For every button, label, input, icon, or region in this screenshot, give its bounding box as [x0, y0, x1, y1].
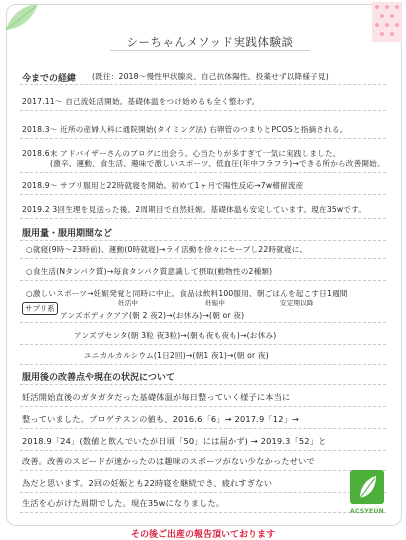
history-line-6: 2019.2 3回生理を見送った後、2周期目で自然妊娠。基礎体温も安定しています。現在35wです。 [22, 205, 367, 214]
pattern-decoration-icon [372, 2, 402, 42]
logo-box [350, 470, 384, 504]
history-section-heading: 今までの経緯 [22, 74, 77, 84]
history-line-2: 2018.3～ 近所の産婦人科に通院開始(タイミング法) 右卵管のつまりとPCOSと指摘される。 [22, 125, 348, 134]
leaf-icon [350, 470, 384, 504]
usage-section-heading: 服用量・服用期間など [22, 229, 113, 239]
usage-sub-col3: 安定期以降 [280, 299, 314, 307]
ruled-line [20, 218, 386, 219]
ruled-line [20, 280, 386, 281]
usage-line-0: ○就寝(9時～23時前)、運動(0時就寝)→ライ活動を徐々にセーブし22時就寝に。 [26, 245, 308, 254]
usage-line-5: ユニカルカルシウム(1日2回)→(朝1 夜1)→(朝 or 夜) [84, 351, 269, 360]
supplement-tag: サプリ系 [22, 302, 58, 315]
ruled-line [20, 138, 386, 139]
ruled-line [20, 450, 386, 451]
logo-brand-text: ACSYEUN [350, 508, 384, 515]
history-line-5: 2018.9～ サプリ服用と22時就寝を開始。初めて1ヶ月で陽性反応→7w稽留流産 [22, 181, 304, 190]
ruled-line [20, 84, 386, 85]
ruled-line [20, 240, 386, 241]
history-line-3: 2018.6末 アドバイザーさんのブログに出会う。心当たりが多すぎて一気に実践しました。 [22, 149, 341, 158]
history-line-1: 2017.11～ 自己流妊活開始。基礎体温をつけ始めるも全く整わず。 [22, 97, 260, 106]
improvement-line-5: 生活を心がけた周期でした。現在35wになりました。 [22, 498, 225, 508]
ruled-line [20, 194, 386, 195]
improvement-line-1: 整っていました。プロゲテスンの値も、2016.6「6」→ 2017.9「12」→ [22, 414, 300, 424]
improvement-section-heading: 服用後の改善点や現在の状況について [22, 373, 175, 383]
ruled-line [20, 172, 386, 173]
ruled-line [20, 512, 386, 513]
usage-line-1: ○食生活(Nタンパク質)→毎食タンパク質意識して摂取(動物性の2種類) [26, 267, 273, 276]
ruled-line [20, 322, 386, 323]
improvement-line-0: 妊活開始直後のガタガタだった基礎体温が毎日整っていく様子に本当に [22, 392, 291, 402]
history-line-4: (激辛、運動、食生活、趣味で激しいスポーツ、低血圧(年中フラフラ)→できる所から改善開始。 [50, 159, 385, 168]
page-title: シーちゃんメソッド実践体験談 [126, 35, 294, 49]
improvement-line-3: 改善。改善のスピードが速かったのは趣味のスポーツがない少なかったせいで [22, 456, 315, 466]
usage-line-3: アンズボディクアア(朝 2 夜2)→(お休み)→(朝 or 夜) [60, 311, 245, 320]
title-underline [110, 50, 310, 51]
brand-logo [342, 470, 392, 524]
ruled-line [20, 364, 386, 365]
usage-sub-col1: 妊活中 [118, 299, 139, 307]
improvement-line-4: 為だと思います。2回の妊娠とも22時寝を継続でき、疲れすぎない [22, 478, 273, 488]
usage-sub-col2: 妊娠中 [205, 299, 226, 307]
ruled-line [20, 492, 386, 493]
ruled-line [20, 344, 386, 345]
ruled-line [20, 258, 386, 259]
ruled-line [20, 428, 386, 429]
ruled-line [20, 384, 386, 385]
ruled-line [20, 406, 386, 407]
ruled-line [20, 110, 386, 111]
usage-line-4: アンズプセンタ(朝 3粒 夜3粒)→(朝も夜も夜も)→(お休み) [74, 331, 277, 340]
usage-line-2: ○激しいスポーツ→妊娠発覚と同時に中止。食品は飲料100服用、朝ごはんを起こす日1週間 [26, 289, 348, 298]
ruled-line [20, 470, 386, 471]
leaf-decoration-icon [2, 0, 42, 36]
footer-notice: その後ご出産の報告頂いております [130, 530, 275, 540]
improvement-line-2: 2018.9「24」(数値と飲んでいたが日頃「50」には届かず) → 2019.3「52」と [22, 436, 327, 446]
history-line-0: (既往：2018～慢性甲状腺炎、自己抗体陽性。投薬せず以降様子見) [92, 72, 329, 81]
